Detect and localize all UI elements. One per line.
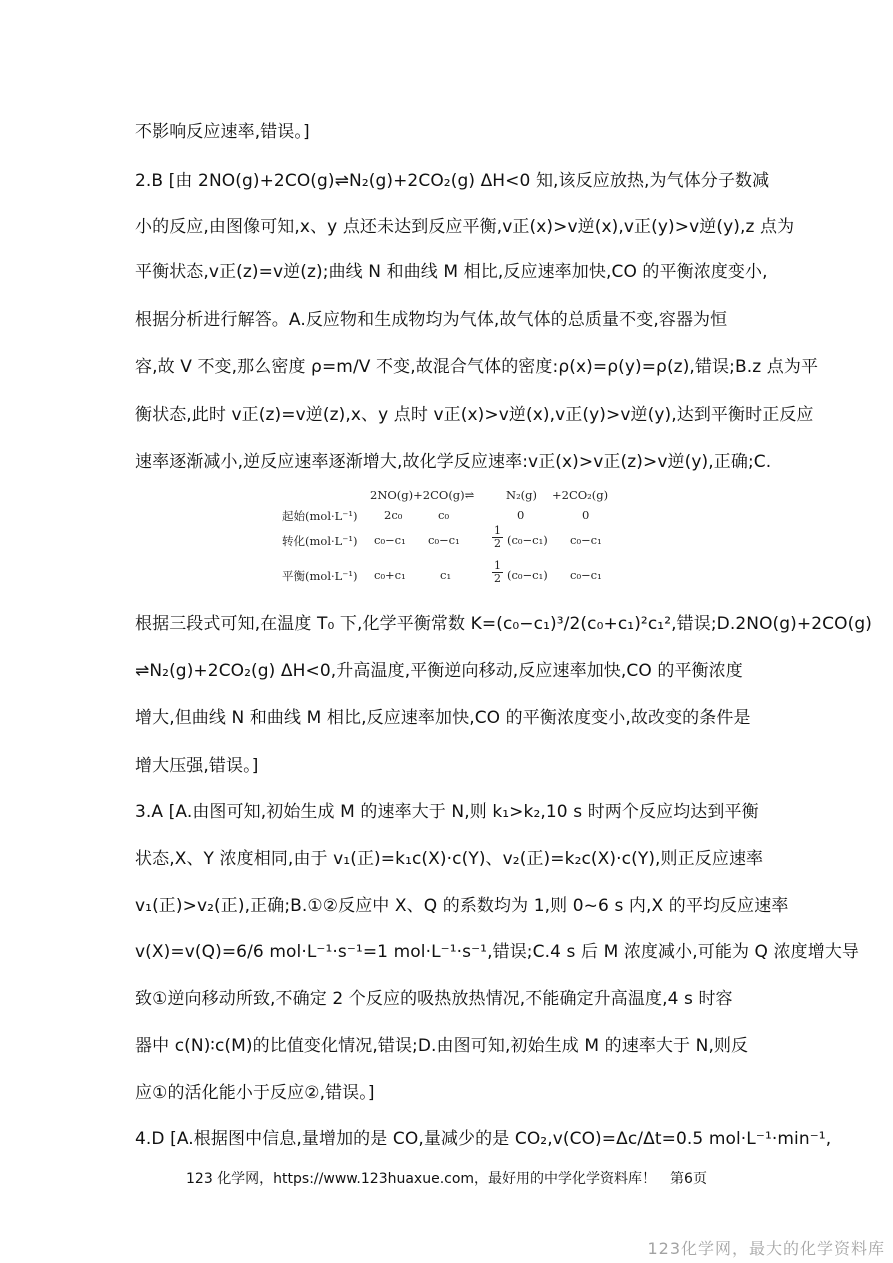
table-header: N₂(g) <box>506 488 538 502</box>
table-cell: c₀ <box>438 508 450 522</box>
text-line: v(X)=v(Q)=6/6 mol·L⁻¹·s⁻¹=1 mol·L⁻¹·s⁻¹,错误;C.4 s 后 M 浓度减小,可能为 Q 浓度增大导 <box>135 942 860 962</box>
text-line: 根据分析进行解答。A.反应物和生成物均为气体,故气体的总质量不变,容器为恒 <box>135 310 728 330</box>
text-line: 致①逆向移动所致,不确定 2 个反应的吸热放热情况,不能确定升高温度,4 s 时容 <box>135 989 733 1009</box>
table-cell: c₀+c₁ <box>374 568 406 582</box>
table-row-label: 转化(mol·L⁻¹) <box>282 534 358 548</box>
text-line: 2.B [由 2NO(g)+2CO(g)⇌N₂(g)+2CO₂(g) ΔH<0 知,该反应放热,为气体分子数减 <box>135 171 770 191</box>
text-line: 器中 c(N)∶c(M)的比值变化情况,错误;D.由图可知,初始生成 M 的速率大于 N,则反 <box>135 1036 749 1056</box>
table-cell: 0 <box>582 508 590 522</box>
table-cell: (c₀−c₁) <box>507 533 548 547</box>
text-line: 不影响反应速率,错误。] <box>135 122 310 142</box>
text-line: 根据三段式可知,在温度 T₀ 下,化学平衡常数 K=(c₀−c₁)³/2(c₀+c₁)²c₁²,错误;D.2NO(g)+2CO(g) <box>135 614 872 634</box>
text-line: v₁(正)>v₂(正),正确;B.①②反应中 X、Q 的系数均为 1,则 0~6 s 内,X 的平均反应速率 <box>135 896 789 916</box>
table-cell: c₀−c₁ <box>570 568 602 582</box>
text-line: 3.A [A.由图可知,初始生成 M 的速率大于 N,则 k₁>k₂,10 s 时两个反应均达到平衡 <box>135 802 759 822</box>
text-line: 状态,X、Y 浓度相同,由于 v₁(正)=k₁c(X)·c(Y)、v₂(正)=k₂c(X)·c(Y),则正反应速率 <box>135 849 764 869</box>
fraction-half: $\frac{1}{2}$ <box>494 559 501 585</box>
table-row-label: 平衡(mol·L⁻¹) <box>282 569 358 583</box>
table-header: 2NO(g)+2CO(g)⇌ <box>370 488 475 502</box>
text-line: 应①的活化能小于反应②,错误。] <box>135 1083 375 1103</box>
page-footer: 123 化学网，https://www.123huaxue.com，最好用的中学化学资料库！ 第6页 <box>186 1171 707 1187</box>
table-cell: c₀−c₁ <box>570 533 602 547</box>
table-cell: 0 <box>517 508 525 522</box>
text-line: 平衡状态,v正(z)=v逆(z);曲线 N 和曲线 M 相比,反应速率加快,CO 的平衡浓度变小, <box>135 262 768 282</box>
table-cell: c₀−c₁ <box>428 533 460 547</box>
text-line: 增大压强,错误。] <box>135 756 259 776</box>
table-cell: c₁ <box>440 568 452 582</box>
three-stage-table <box>282 488 622 588</box>
table-cell: (c₀−c₁) <box>507 568 548 582</box>
text-line: 容,故 V 不变,那么密度 ρ=m/V 不变,故混合气体的密度:ρ(x)=ρ(y)=ρ(z),错误;B.z 点为平 <box>135 357 819 377</box>
text-line: 4.D [A.根据图中信息,量增加的是 CO,量减少的是 CO₂,v(CO)=Δc/Δt=0.5 mol·L⁻¹·min⁻¹, <box>135 1129 832 1149</box>
text-line: 小的反应,由图像可知,x、y 点还未达到反应平衡,v正(x)>v逆(x),v正(y)>v逆(y),z 点为 <box>135 217 795 237</box>
table-header: +2CO₂(g) <box>552 488 609 502</box>
watermark: 123化学网，最大的化学资料库 <box>647 1239 885 1258</box>
table-cell: c₀−c₁ <box>374 533 406 547</box>
text-line: 增大,但曲线 N 和曲线 M 相比,反应速率加快,CO 的平衡浓度变小,故改变的条件是 <box>135 708 751 728</box>
text-line: ⇌N₂(g)+2CO₂(g) ΔH<0,升高温度,平衡逆向移动,反应速率加快,CO 的平衡浓度 <box>135 661 743 681</box>
table-cell: 2c₀ <box>384 508 403 522</box>
fraction-half: $\frac{1}{2}$ <box>494 524 501 550</box>
table-row-label: 起始(mol·L⁻¹) <box>282 509 358 523</box>
text-line: 速率逐渐减小,逆反应速率逐渐增大,故化学反应速率:v正(x)>v正(z)>v逆(y),正确;C. <box>135 452 772 472</box>
text-line: 衡状态,此时 v正(z)=v逆(z),x、y 点时 v正(x)>v逆(x),v正(y)>v逆(y),达到平衡时正反应 <box>135 405 814 425</box>
